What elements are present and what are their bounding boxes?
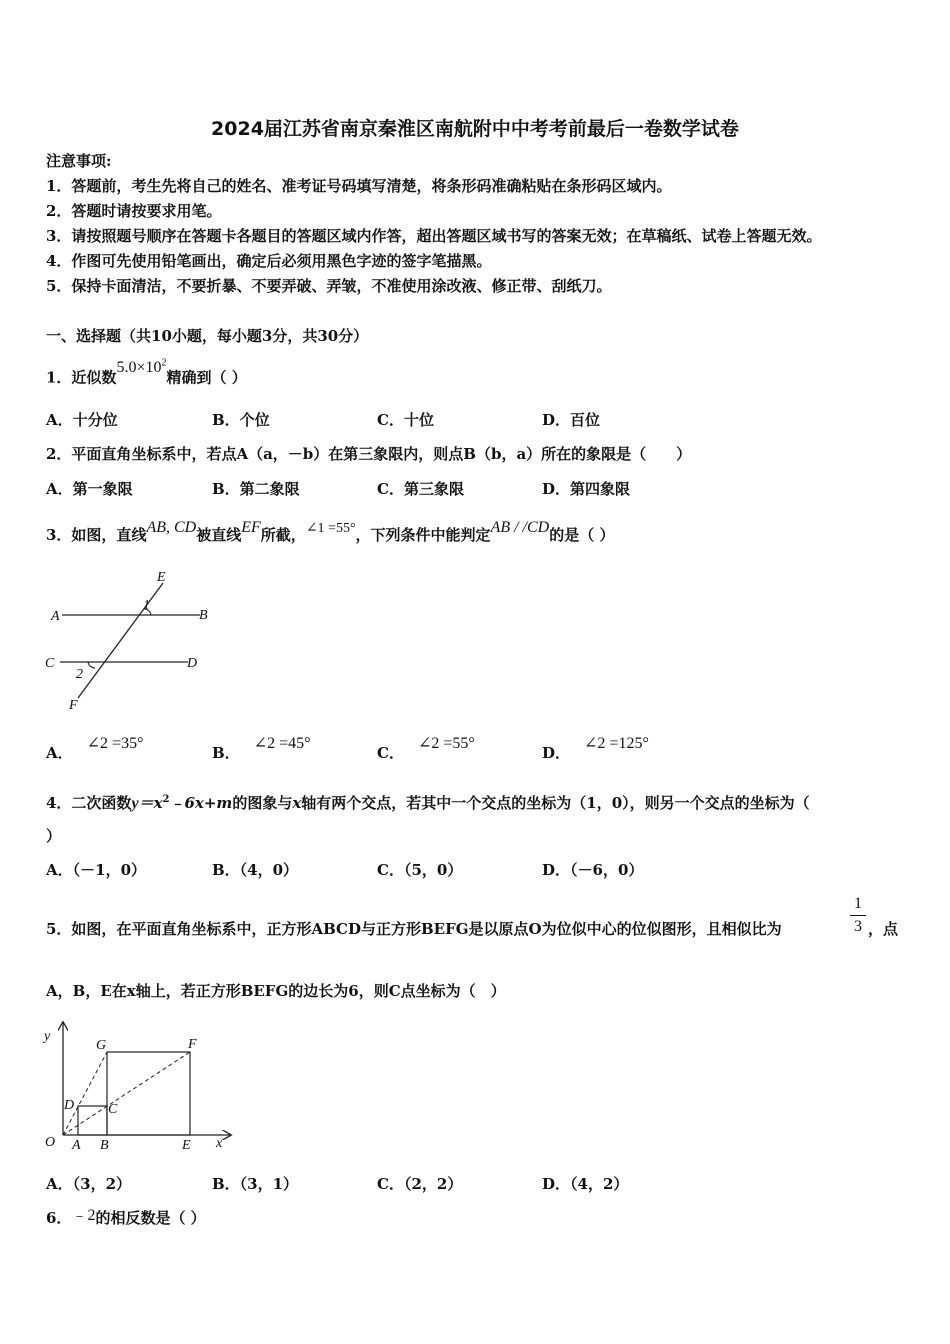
section-heading: 一、选择题（共10小题，每小题3分，共30分） <box>46 327 369 345</box>
q3-label-a: A <box>51 609 60 624</box>
q1-option-d: D．百位 <box>542 411 601 429</box>
q4-func-rest: ﹣6x+m <box>169 794 233 812</box>
q3-option-a-letter: A． <box>46 744 73 762</box>
q1-math-exp: 2 <box>161 358 167 369</box>
q2-option-c: C．第三象限 <box>377 480 464 498</box>
q3-option-c-letter: C． <box>377 744 404 762</box>
q5-option-d: D．（4，2） <box>542 1175 629 1193</box>
q2-option-a: A．第一象限 <box>46 480 133 498</box>
q5-fraction-num: 1 <box>854 895 862 912</box>
q4-option-d: D．（－6，0） <box>542 861 644 879</box>
q4-text-2: 轴有两个交点，若其中一个交点的坐标为（1，0），则另一个交点的坐标为（ <box>301 794 810 812</box>
exam-title: 2024届江苏省南京秦淮区南航附中中考考前最后一卷数学试卷 <box>211 118 739 140</box>
q3-label-f: F <box>69 698 78 713</box>
q5-label-o: O <box>45 1135 56 1150</box>
question-1 <box>46 358 247 388</box>
question-4 <box>46 790 810 814</box>
q3-text-5: 的是（ ） <box>549 526 615 544</box>
q1-option-a: A．十分位 <box>46 411 118 429</box>
q6-prefix: 6． <box>46 1209 72 1227</box>
q5-fraction-den: 3 <box>854 918 862 935</box>
q4-prefix: 4．二次函数 <box>46 794 132 812</box>
q3-label-1: 1 <box>143 598 150 613</box>
q3-figure <box>40 565 220 715</box>
q3-option-b-math: ∠2 =45° <box>253 735 311 752</box>
q1-option-b: B．个位 <box>212 411 270 429</box>
q5-option-c: C．（2，2） <box>377 1175 463 1193</box>
q3-option-b-letter: B． <box>212 744 240 762</box>
q3-label-e: E <box>157 570 166 585</box>
q3-option-a-math: ∠2 =35° <box>86 735 144 752</box>
question-3 <box>46 519 615 547</box>
q1-suffix: 精确到（ ） <box>166 368 247 387</box>
q2-option-b: B．第二象限 <box>212 480 300 498</box>
q5-label-b: B <box>100 1138 109 1153</box>
q5-line-1-end: ，点 <box>868 920 899 938</box>
q5-label-f: F <box>188 1037 197 1052</box>
q3-option-d-math: ∠2 =125° <box>584 735 649 752</box>
q6-math: ﹣2 <box>71 1207 96 1224</box>
notice-item-4: 4．作图可先使用铅笔画出，确定后必须用黑色字迹的签字笔描黑。 <box>46 252 492 270</box>
question-5: 5．如图，在平面直角坐标系中，正方形ABCD与正方形BEFG是以原点O为位似中心的位似图形，且相似比为 <box>46 920 782 938</box>
q5-fraction <box>850 895 866 936</box>
q4-option-b: B．（4，0） <box>212 861 299 879</box>
q3-text-1: 3．如图，直线 <box>46 526 147 544</box>
q3-option-b <box>212 735 311 764</box>
q3-math-parallel: AB / /CD <box>490 519 550 536</box>
question-6 <box>46 1208 206 1229</box>
q2-option-d: D．第四象限 <box>542 480 631 498</box>
q3-option-d <box>542 735 649 764</box>
q3-text-4: ，下列条件中能判定 <box>355 526 491 544</box>
q5-fraction-bar <box>850 915 866 916</box>
q1-option-c: C．十位 <box>377 411 434 429</box>
q4-option-a: A．（－1，0） <box>46 861 147 879</box>
notice-item-3: 3．请按照题号顺序在答题卡各题目的答题区域内作答，超出答题区域书写的答案无效；在草稿纸、试卷上答题无效。 <box>46 227 822 245</box>
notice-item-2: 2．答题时请按要求用笔。 <box>46 202 222 220</box>
q4-line-2: ） <box>46 827 62 845</box>
q3-math-ef: EF <box>241 519 261 536</box>
q5-figure <box>40 1018 240 1158</box>
q4-func-x: ＝x <box>138 794 163 812</box>
q3-label-2: 2 <box>76 667 83 682</box>
q1-prefix: 1．近似数 <box>46 368 117 387</box>
q5-line-2: A，B，E在x轴上，若正方形BEFG的边长为6，则C点坐标为（ ） <box>46 982 506 1000</box>
q3-label-b: B <box>199 608 208 623</box>
q3-option-d-letter: D． <box>542 744 571 762</box>
question-2: 2．平面直角坐标系中，若点A（a，－b）在第三象限内，则点B（b，a）所在的象限是（ ） <box>46 445 692 463</box>
notice-item-1: 1．答题前，考生先将自己的姓名、准考证号码填写清楚，将条形码准确粘贴在条形码区域内。 <box>46 177 672 195</box>
q3-text-2: 被直线 <box>196 526 242 544</box>
q5-label-x: x <box>216 1136 223 1151</box>
q3-math-angle: ∠1 =55° <box>305 521 356 536</box>
q4-xvar: x <box>292 794 302 812</box>
q3-label-c: C <box>45 656 55 671</box>
q5-label-d: D <box>64 1098 75 1113</box>
q5-option-a: A．（3，2） <box>46 1175 132 1193</box>
q5-label-e: E <box>182 1138 191 1153</box>
q6-suffix: 的相反数是（ ） <box>95 1209 206 1227</box>
q5-label-a: A <box>72 1138 81 1153</box>
q4-text-1: 的图象与 <box>232 794 293 812</box>
q5-label-g: G <box>96 1038 107 1053</box>
q1-math <box>116 359 166 376</box>
q5-option-b: B．（3，1） <box>212 1175 299 1193</box>
q4-func-y: y <box>131 795 139 812</box>
q3-math-lines: AB, CD <box>146 519 197 536</box>
q5-label-y: y <box>44 1029 51 1044</box>
q4-option-c: C．（5，0） <box>377 861 463 879</box>
q3-option-c <box>377 735 475 764</box>
notice-item-5: 5．保持卡面清洁，不要折暴、不要弄破、弄皱，不准使用涂改液、修正带、刮纸刀。 <box>46 277 612 295</box>
q3-option-a <box>46 735 144 764</box>
q3-option-c-math: ∠2 =55° <box>417 735 475 752</box>
q4-func-exp: 2 <box>162 794 170 805</box>
q5-label-c: C <box>108 1102 118 1117</box>
q3-label-d: D <box>187 656 198 671</box>
q1-math-base: 5.0×10 <box>116 359 162 377</box>
notice-heading: 注意事项: <box>46 152 112 170</box>
q3-text-3: 所截， <box>260 526 306 544</box>
